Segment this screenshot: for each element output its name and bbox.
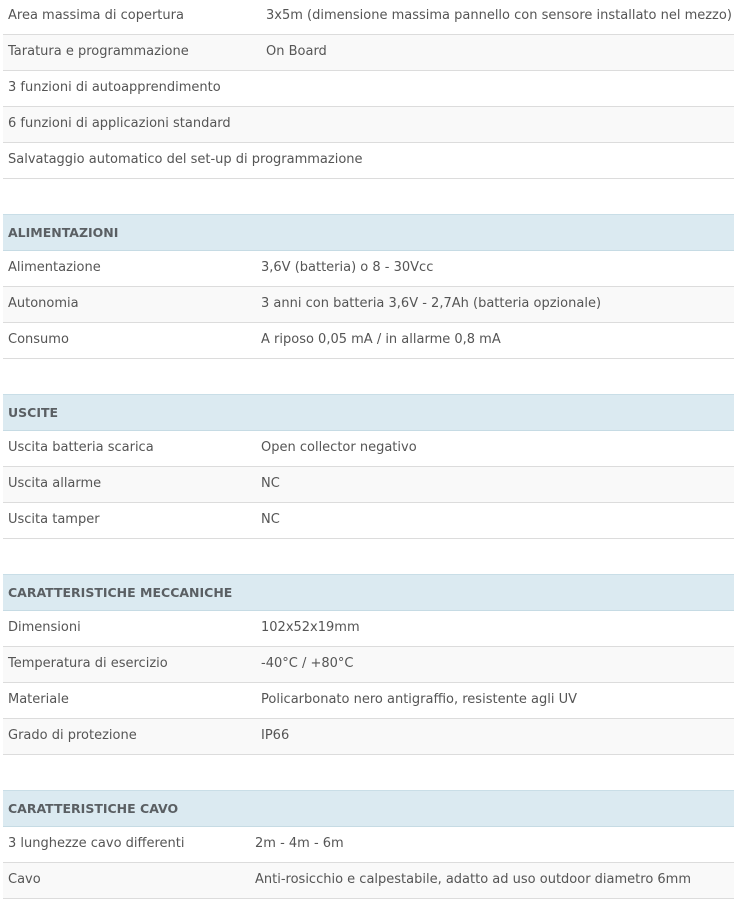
spec-row	[3, 287, 734, 323]
spec-row	[3, 431, 734, 467]
spec-value: Open collector negativo	[261, 440, 417, 455]
spec-row	[3, 683, 734, 719]
spec-label: Grado di protezione	[8, 728, 137, 743]
spec-value: Anti-rosicchio e calpestabile, adatto ad uso outdoor diametro 6mm	[255, 872, 692, 887]
section-title: ALIMENTAZIONI	[8, 225, 119, 240]
spec-label: Area massima di copertura	[8, 8, 184, 23]
spec-label: Materiale	[8, 692, 69, 707]
spec-value: 3x5m (dimensione massima pannello con sensore installato nel mezzo)	[266, 8, 732, 23]
section-title: CARATTERISTICHE MECCANICHE	[8, 585, 233, 600]
spec-row	[3, 143, 734, 179]
spec-label: Uscita allarme	[8, 476, 102, 491]
spec-label: 3 funzioni di autoapprendimento	[8, 80, 221, 95]
spec-row	[3, 719, 734, 755]
spec-value: 102x52x19mm	[261, 620, 360, 635]
spec-label: Uscita tamper	[8, 512, 100, 527]
spec-row	[3, 611, 734, 647]
spec-value: IP66	[261, 728, 290, 743]
spec-label: Autonomia	[8, 296, 79, 311]
spec-label: 3 lunghezze cavo differenti	[8, 836, 185, 851]
spec-label: Temperatura di esercizio	[8, 656, 168, 671]
spec-label: Alimentazione	[8, 260, 101, 275]
spec-label: 6 funzioni di applicazioni standard	[8, 116, 231, 131]
section-header-cavo	[3, 791, 734, 827]
spec-row	[3, 647, 734, 683]
spec-value: A riposo 0,05 mA / in allarme 0,8 mA	[261, 332, 501, 347]
spec-row	[3, 71, 734, 107]
spec-row	[3, 107, 734, 143]
spec-row	[3, 0, 734, 35]
section-title: CARATTERISTICHE CAVO	[8, 801, 179, 816]
spec-value: 2m - 4m - 6m	[255, 836, 344, 851]
section-header-meccaniche	[3, 575, 734, 611]
section-spacer	[3, 539, 734, 575]
spec-value: 3,6V (batteria) o 8 - 30Vcc	[261, 260, 434, 275]
spec-row	[3, 35, 734, 71]
spec-label: Taratura e programmazione	[8, 44, 189, 59]
spec-row	[3, 827, 734, 863]
spec-label: Consumo	[8, 332, 69, 347]
section-spacer	[3, 359, 734, 395]
spec-row	[3, 503, 734, 539]
spec-row	[3, 251, 734, 287]
specs-table	[3, 0, 734, 899]
spec-label: Cavo	[8, 872, 41, 887]
spec-value: -40°C / +80°C	[261, 656, 354, 671]
spec-row	[3, 863, 734, 899]
section-header-alimentazioni	[3, 215, 734, 251]
spec-value: 3 anni con batteria 3,6V - 2,7Ah (batteria opzionale)	[261, 296, 602, 311]
section-header-uscite	[3, 395, 734, 431]
spec-label: Salvataggio automatico del set-up di programmazione	[8, 152, 363, 167]
spec-value: On Board	[266, 44, 327, 59]
spec-value: NC	[261, 476, 280, 491]
spec-row	[3, 323, 734, 359]
spec-value: Policarbonato nero antigraffio, resistente agli UV	[261, 692, 578, 707]
spec-value: NC	[261, 512, 280, 527]
spec-row	[3, 467, 734, 503]
spec-label: Dimensioni	[8, 620, 81, 635]
section-spacer	[3, 179, 734, 215]
spec-label: Uscita batteria scarica	[8, 440, 154, 455]
section-title: USCITE	[8, 405, 59, 420]
section-spacer	[3, 755, 734, 791]
